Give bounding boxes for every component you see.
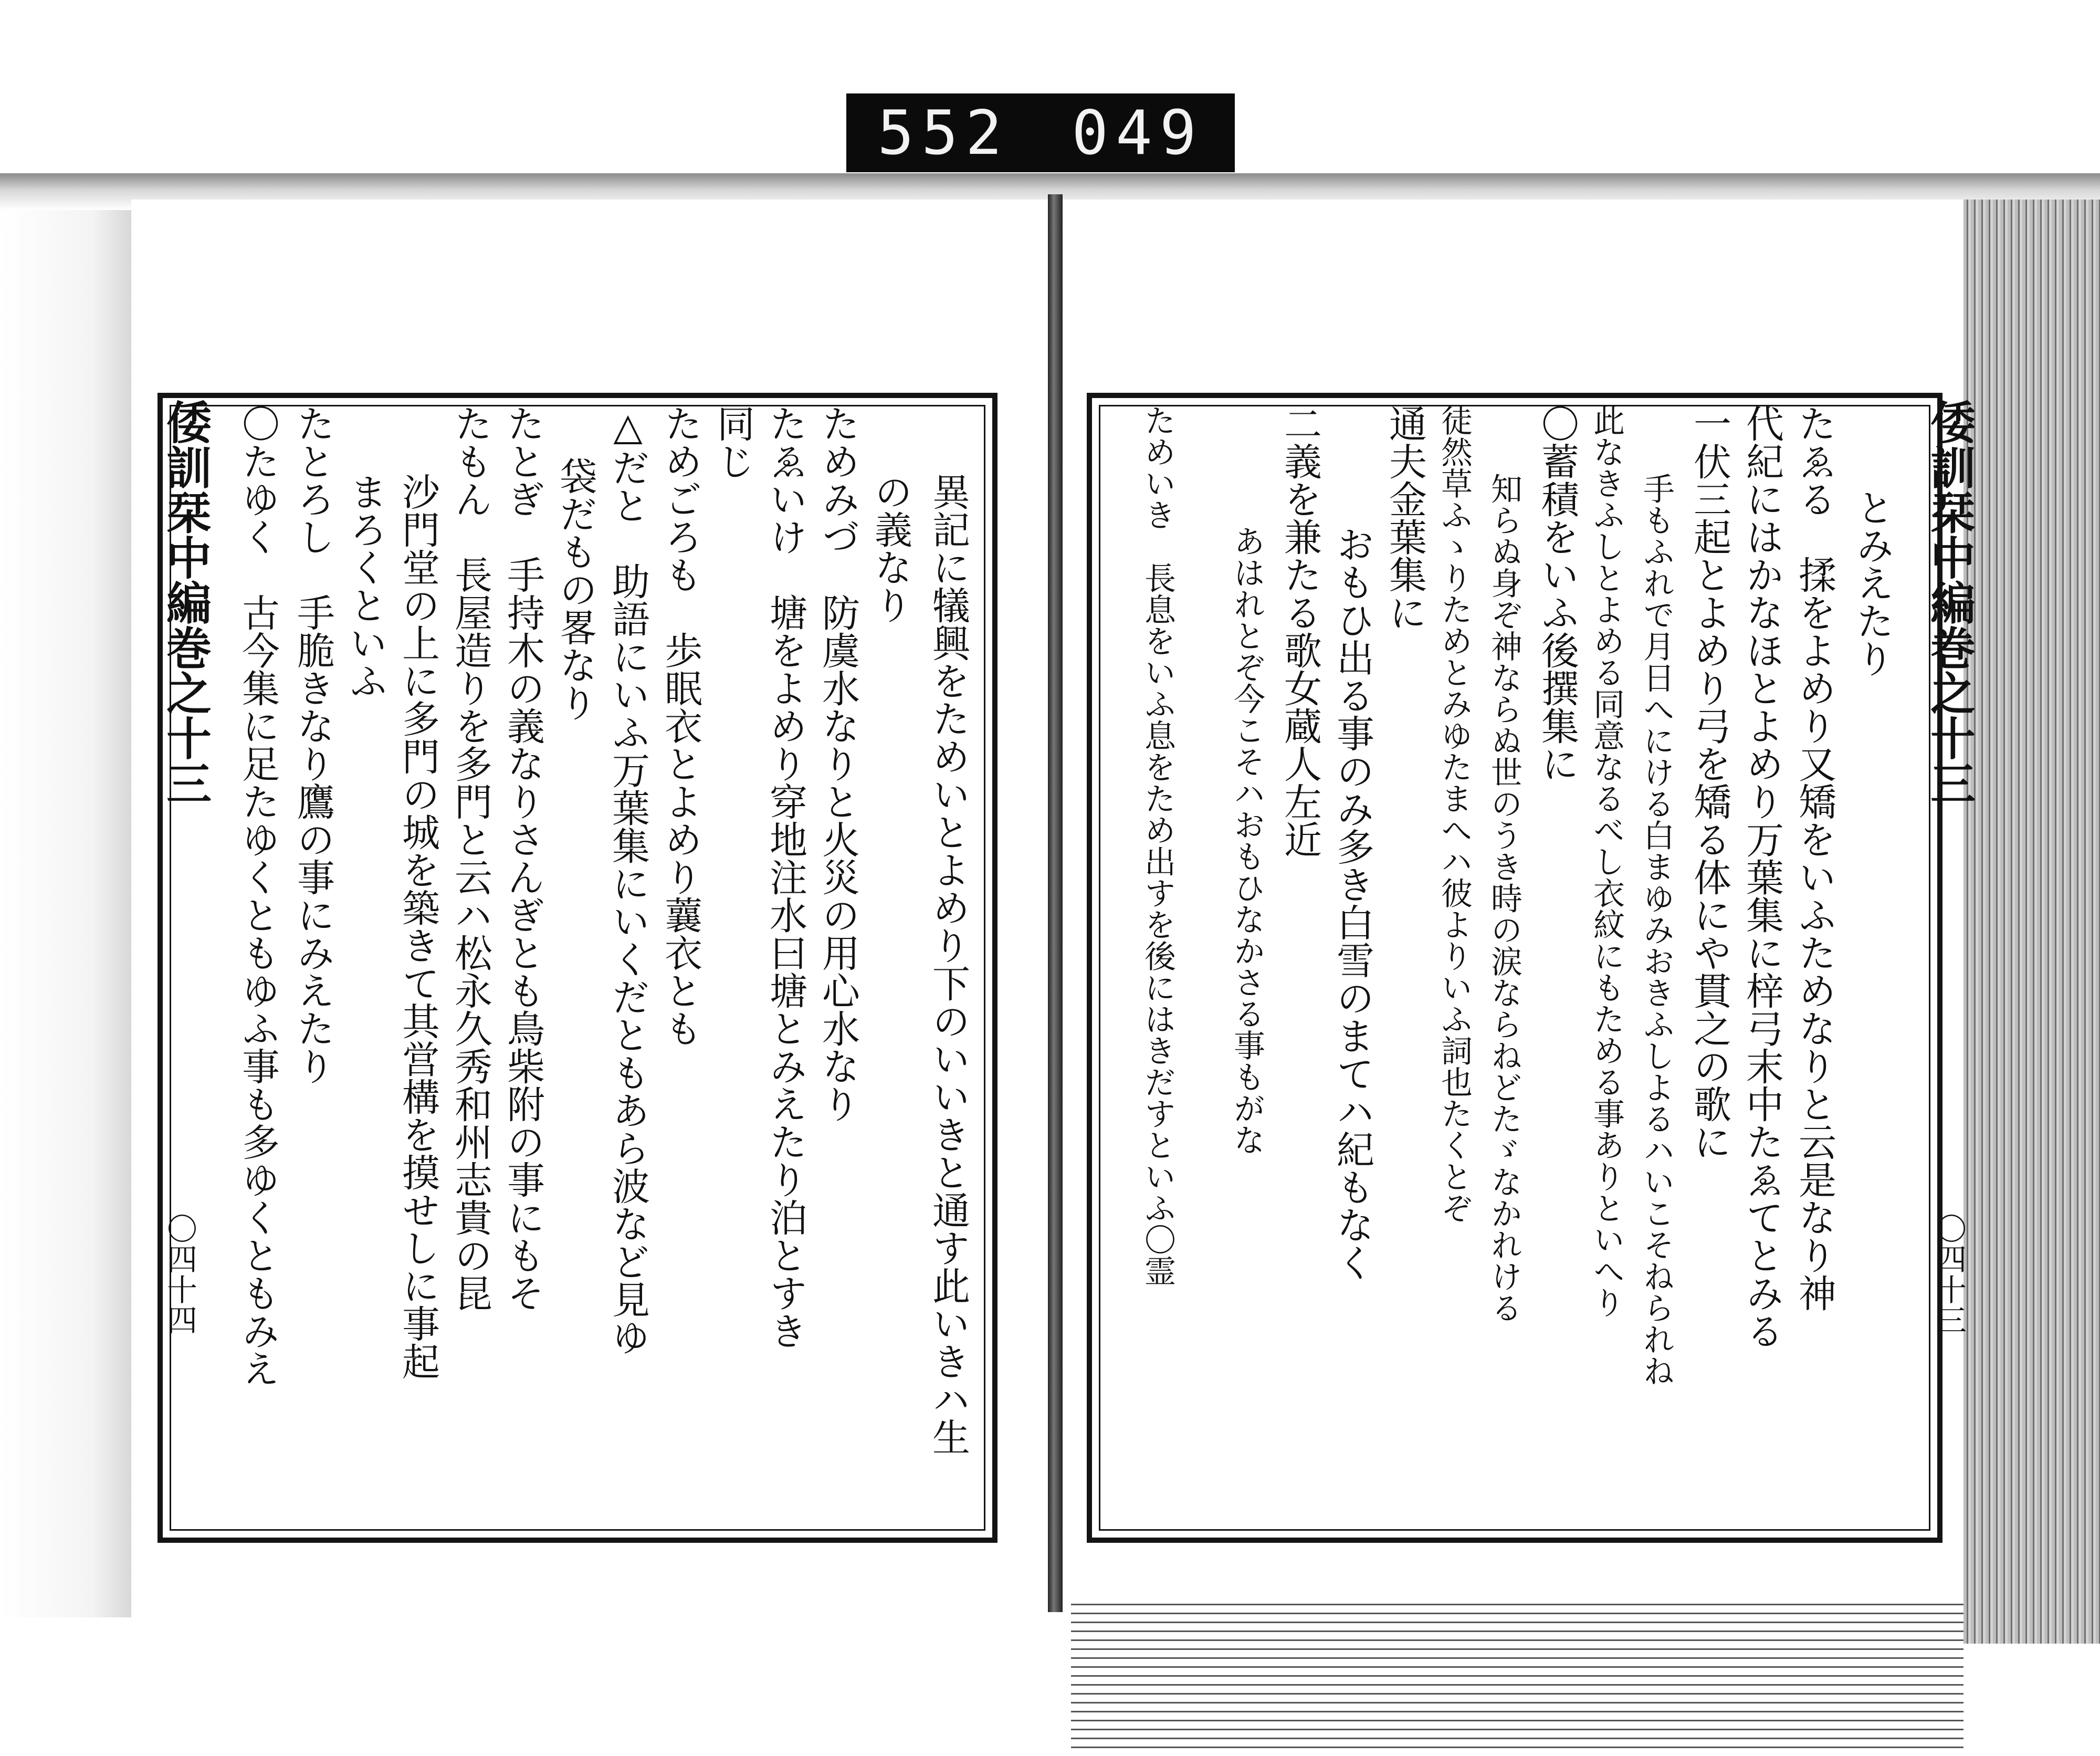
right-column-13: あはれとぞ今こそハおもひなかさる事もがな (1228, 525, 1265, 1155)
right-column-6: 此なきふしとよめる同意なるべし衣紋にもためる事ありといへり (1588, 404, 1625, 1318)
left-column-13: たとろし 手脆きなり鷹の事にみえたり (291, 404, 335, 1085)
left-column-4: たゑいけ 塘をよめり穿地注水曰塘とみえたり泊とすき (763, 404, 807, 1350)
page-stack-bottom (1071, 1596, 1964, 1754)
left-column-7: △だと 助語にいふ万葉集にいくだともあら波など見ゆ (606, 404, 650, 1356)
left-column-2: の義なり (868, 473, 912, 624)
left-column-14: 〇たゆく 古今集に足たゆくともゆふ事も多ゆくともみえ (236, 404, 280, 1387)
right-column-5: 手もふれで月日へにける白まゆみおきふしよるハいこそねられね (1638, 473, 1675, 1386)
scan-label (846, 93, 1235, 172)
scan-label-left: 552 (877, 97, 1010, 169)
right-column-3: 代紀にはかなほとよめり万葉集に梓弓末中たゑてとみる (1740, 404, 1784, 1350)
left-side-title: 倭訓栞中編巻之十三 (159, 399, 212, 806)
right-column-2: たゑる 揉をよめり又矯をいふためなりと云是なり神 (1792, 404, 1836, 1312)
left-column-9: たとぎ 手持木の義なりさんぎとも鳥柴附の事にもそ (501, 404, 545, 1312)
page-stack-edge (1964, 200, 2100, 1644)
right-column-7: 〇蓄積をいふ後撰集に (1535, 404, 1579, 782)
scan-label-right: 049 (1072, 97, 1204, 169)
left-column-1: 異記に犠興をためいとよめり下のいいきと通す此いきハ生 (926, 473, 970, 1456)
right-column-8: 知らぬ身ぞ神ならぬ世のうき時の涙ならねどたゞなかれける (1486, 473, 1522, 1323)
left-column-3: ためみづ 防虞水なりと火災の用心水なり (816, 404, 860, 1123)
left-column-8: 袋だもの畧なり (553, 457, 597, 722)
left-column-12: まろくといふ (343, 473, 387, 699)
right-side-title: 倭訓栞中編巻之十三 (1923, 399, 1976, 806)
right-column-14: ためいき 長息をいふ息をため出すを後にはきだすといふ〇霊 (1139, 404, 1176, 1287)
right-column-12: 二義を兼たる歌女蔵人左近 (1278, 404, 1322, 858)
left-column-10: たもん 長屋造りを多門と云ハ松永久秀和州志貴の昆 (448, 404, 492, 1312)
left-page-number: 〇四十四 (162, 1213, 197, 1335)
right-column-11: おもひ出る事のみ多き白雪のまてハ紀もなく (1330, 525, 1374, 1281)
right-column-4: 一伏三起とよめり弓を矯る体にや貫之の歌に (1687, 404, 1731, 1161)
left-column-5: 同じ (711, 404, 755, 480)
right-page-number: 〇四十三 (1931, 1213, 1967, 1335)
right-column-10: 通夫金葉集に (1383, 404, 1427, 631)
book-spine (1048, 194, 1063, 1612)
book-left-edge (0, 200, 131, 1617)
left-column-6: ためごろも 歩眠衣とよめり蘘衣とも (658, 404, 702, 1047)
left-column-11: 沙門堂の上に多門の城を築きて其営構を摸せしに事起 (396, 473, 440, 1380)
right-column-1: とみえたり (1850, 488, 1894, 677)
right-column-9: 徒然草ふゝりためとみゆたまへハ彼よりいふ詞也たくとぞ (1436, 404, 1473, 1224)
